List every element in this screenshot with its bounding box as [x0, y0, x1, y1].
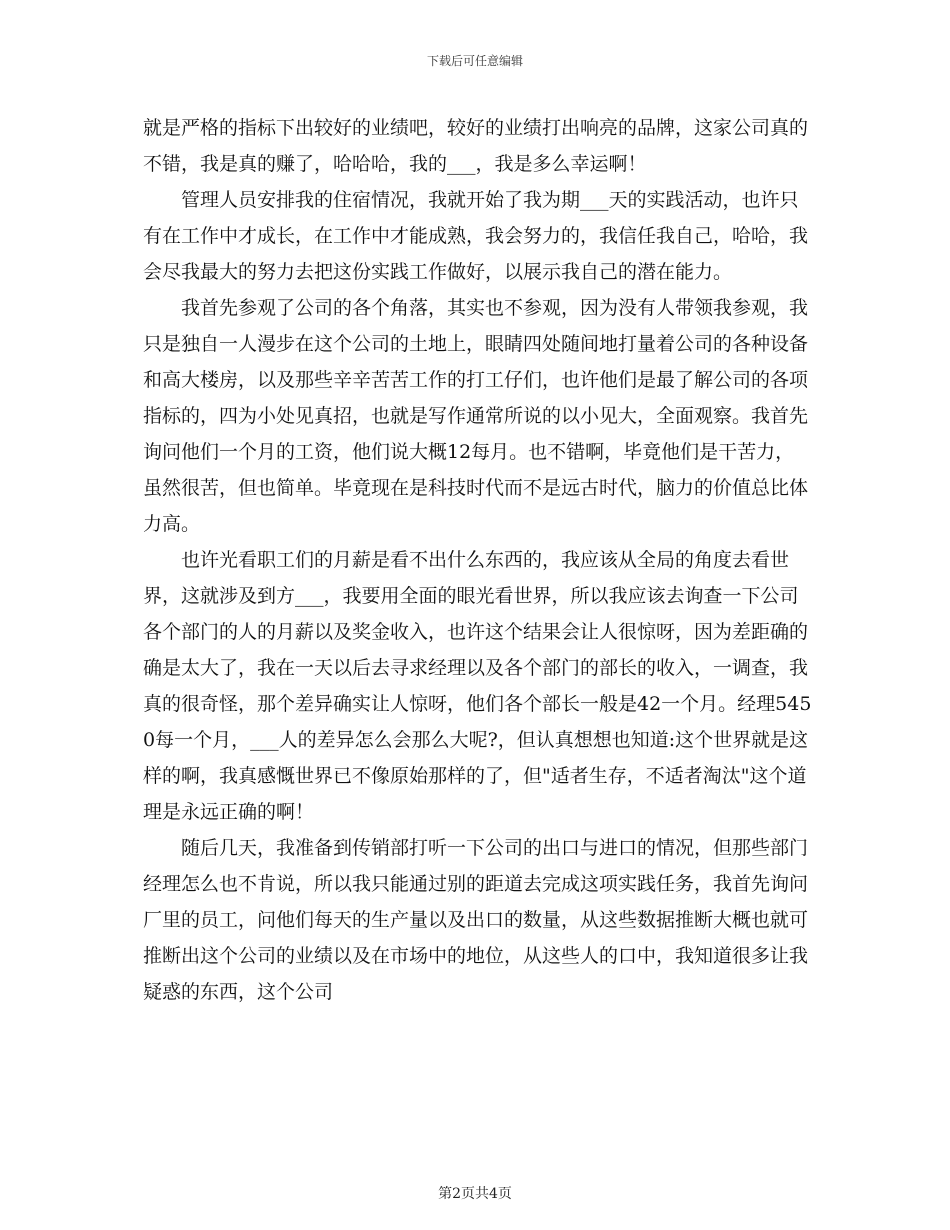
page-header-note: 下载后可任意编辑 [426, 54, 523, 68]
paragraph-1: 就是严格的指标下出较好的业绩吧，较好的业绩打出响亮的品牌，这家公司真的不错，我是真的赚了，哈哈哈，我的___，我是多么幸运啊！ [143, 117, 809, 175]
paragraph-2: 管理人员安排我的住宿情况，我就开始了我为期___天的实践活动，也许只有在工作中才成长，在工作中才能成熟，我会努力的，我信任我自己，哈哈，我会尽我最大的努力去把这份实践工作做好，以展示我自己的潜在能力。 [143, 189, 809, 283]
paragraph-5: 随后几天，我准备到传销部打听一下公司的出口与进口的情况，但那些部门经理怎么也不肯说，所以我只能通过别的距道去完成这项实践任务，我首先询问厂里的员工，问他们每天的生产量以及出口的数量，从这些数据推断大概也就可推断出这个公司的业绩以及在市场中的地位，从这些人的口中，我知道很多让我疑惑的东西，这个公司 [143, 837, 809, 1003]
paragraph-3: 我首先参观了公司的各个角落，其实也不参观，因为没有人带领我参观，我只是独自一人漫步在这个公司的土地上，眼睛四处随间地打量着公司的各种设备和高大楼房，以及那些辛辛苦苦工作的打工仔们，也许他们是最了解公司的各项指标的，四为小处见真招，也就是写作通常所说的以小见大，全面观察。我首先询问他们一个月的工资，他们说大概12每月。也不错啊，毕竟他们是干苦力，虽然很苦，但也简单。毕竟现在是科技时代而不是远古时代，脑力的价值总比体力高。 [143, 297, 809, 535]
document-body [143, 110, 813, 1010]
page-number-footer: 第2页共4页 [438, 1186, 512, 1202]
paragraph-4: 也许光看职工们的月薪是看不出什么东西的，我应该从全局的角度去看世界，这就涉及到方___，我要用全面的眼光看世界，所以我应该去询查一下公司各个部门的人的月薪以及奖金收入，也许这个结果会让人很惊呀，因为差距确的确是太大了，我在一天以后去寻求经理以及各个部门的部长的收入，一调查，我真的很奇怪，那个差异确实让人惊呀，他们各个部长一般是42一个月。经理5450每一个月，___人的差异怎么会那么大呢?，但认真想想也知道:这个世界就是这样的啊，我真感慨世界已不像原始那样的了，但"适者生存，不适者淘汰"这个道理是永远正确的啊！ [143, 549, 812, 823]
